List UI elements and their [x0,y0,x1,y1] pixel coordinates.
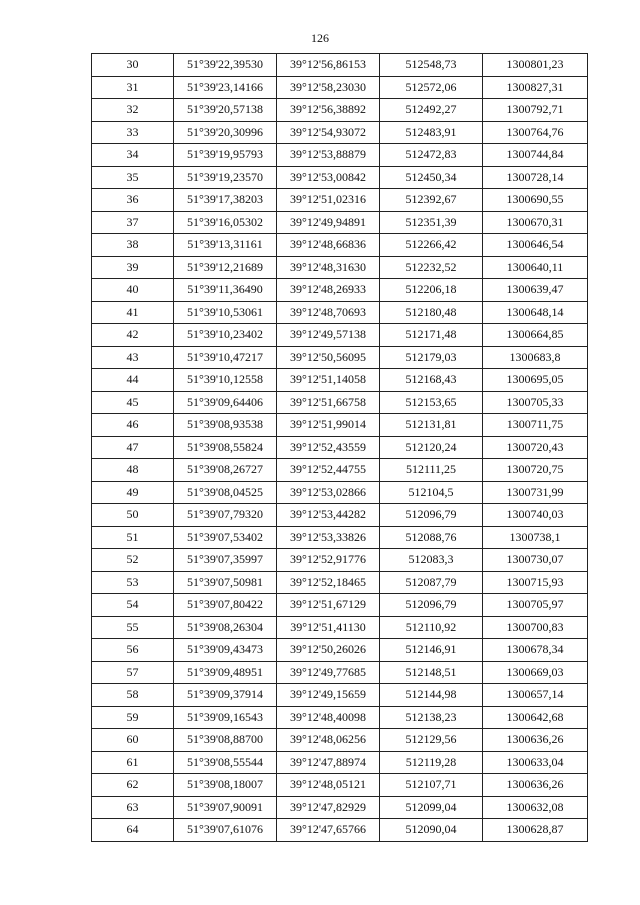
point-number-cell: 52 [92,549,174,572]
longitude-cell: 39°12'51,99014 [277,414,380,437]
latitude-cell: 51°39'07,53402 [174,526,277,549]
point-number-cell: 33 [92,121,174,144]
latitude-cell: 51°39'13,31161 [174,234,277,257]
longitude-cell: 39°12'49,94891 [277,211,380,234]
longitude-cell: 39°12'47,65766 [277,819,380,842]
page-number: 126 [311,31,329,45]
y-coordinate-cell: 1300720,75 [483,459,588,482]
point-number-cell: 34 [92,144,174,167]
table-row [92,121,588,144]
x-coordinate-cell: 512168,43 [380,369,483,392]
longitude-cell: 39°12'50,26026 [277,639,380,662]
table-row [92,751,588,774]
longitude-cell: 39°12'48,31630 [277,256,380,279]
table-row [92,346,588,369]
y-coordinate-cell: 1300740,03 [483,504,588,527]
table-row [92,549,588,572]
table-row [92,76,588,99]
latitude-cell: 51°39'09,16543 [174,706,277,729]
latitude-cell: 51°39'09,43473 [174,639,277,662]
point-number-cell: 35 [92,166,174,189]
point-number-cell: 41 [92,301,174,324]
x-coordinate-cell: 512351,39 [380,211,483,234]
y-coordinate-cell: 1300730,07 [483,549,588,572]
x-coordinate-cell: 512090,04 [380,819,483,842]
x-coordinate-cell: 512111,25 [380,459,483,482]
latitude-cell: 51°39'08,93538 [174,414,277,437]
point-number-cell: 46 [92,414,174,437]
latitude-cell: 51°39'07,35997 [174,549,277,572]
x-coordinate-cell: 512107,71 [380,774,483,797]
latitude-cell: 51°39'08,55544 [174,751,277,774]
y-coordinate-cell: 1300669,03 [483,661,588,684]
longitude-cell: 39°12'48,66836 [277,234,380,257]
y-coordinate-cell: 1300683,8 [483,346,588,369]
latitude-cell: 51°39'09,37914 [174,684,277,707]
longitude-cell: 39°12'47,82929 [277,796,380,819]
latitude-cell: 51°39'07,61076 [174,819,277,842]
point-number-cell: 51 [92,526,174,549]
x-coordinate-cell: 512087,79 [380,571,483,594]
latitude-cell: 51°39'10,53061 [174,301,277,324]
x-coordinate-cell: 512153,65 [380,391,483,414]
y-coordinate-cell: 1300695,05 [483,369,588,392]
latitude-cell: 51°39'19,95793 [174,144,277,167]
table-row [92,571,588,594]
x-coordinate-cell: 512096,79 [380,594,483,617]
longitude-cell: 39°12'52,18465 [277,571,380,594]
latitude-cell: 51°39'20,30996 [174,121,277,144]
y-coordinate-cell: 1300705,33 [483,391,588,414]
y-coordinate-cell: 1300642,68 [483,706,588,729]
x-coordinate-cell: 512088,76 [380,526,483,549]
point-number-cell: 59 [92,706,174,729]
table-row [92,436,588,459]
longitude-cell: 39°12'49,77685 [277,661,380,684]
y-coordinate-cell: 1300728,14 [483,166,588,189]
x-coordinate-cell: 512450,34 [380,166,483,189]
x-coordinate-cell: 512110,92 [380,616,483,639]
y-coordinate-cell: 1300715,93 [483,571,588,594]
latitude-cell: 51°39'10,47217 [174,346,277,369]
point-number-cell: 63 [92,796,174,819]
y-coordinate-cell: 1300801,23 [483,54,588,77]
y-coordinate-cell: 1300764,76 [483,121,588,144]
longitude-cell: 39°12'48,70693 [277,301,380,324]
table-row [92,459,588,482]
x-coordinate-cell: 512180,48 [380,301,483,324]
x-coordinate-cell: 512148,51 [380,661,483,684]
longitude-cell: 39°12'53,02866 [277,481,380,504]
latitude-cell: 51°39'07,80422 [174,594,277,617]
point-number-cell: 55 [92,616,174,639]
point-number-cell: 64 [92,819,174,842]
y-coordinate-cell: 1300657,14 [483,684,588,707]
table-row [92,99,588,122]
table-row [92,189,588,212]
latitude-cell: 51°39'07,79320 [174,504,277,527]
table-row [92,144,588,167]
x-coordinate-cell: 512232,52 [380,256,483,279]
x-coordinate-cell: 512099,04 [380,796,483,819]
longitude-cell: 39°12'48,05121 [277,774,380,797]
latitude-cell: 51°39'08,55824 [174,436,277,459]
table-row [92,639,588,662]
latitude-cell: 51°39'07,90091 [174,796,277,819]
latitude-cell: 51°39'08,18007 [174,774,277,797]
y-coordinate-cell: 1300640,11 [483,256,588,279]
point-number-cell: 37 [92,211,174,234]
longitude-cell: 39°12'49,57138 [277,324,380,347]
x-coordinate-cell: 512483,91 [380,121,483,144]
table-row [92,211,588,234]
table-row [92,279,588,302]
point-number-cell: 44 [92,369,174,392]
longitude-cell: 39°12'49,15659 [277,684,380,707]
coordinates-table-body [92,54,588,842]
latitude-cell: 51°39'17,38203 [174,189,277,212]
point-number-cell: 36 [92,189,174,212]
latitude-cell: 51°39'10,12558 [174,369,277,392]
longitude-cell: 39°12'51,02316 [277,189,380,212]
table-row [92,301,588,324]
latitude-cell: 51°39'08,26727 [174,459,277,482]
point-number-cell: 62 [92,774,174,797]
table-row [92,661,588,684]
x-coordinate-cell: 512179,03 [380,346,483,369]
table-row [92,54,588,77]
x-coordinate-cell: 512138,23 [380,706,483,729]
table-row [92,796,588,819]
y-coordinate-cell: 1300827,31 [483,76,588,99]
x-coordinate-cell: 512119,28 [380,751,483,774]
point-number-cell: 31 [92,76,174,99]
longitude-cell: 39°12'50,56095 [277,346,380,369]
latitude-cell: 51°39'08,04525 [174,481,277,504]
point-number-cell: 56 [92,639,174,662]
table-row [92,706,588,729]
point-number-cell: 60 [92,729,174,752]
table-row [92,616,588,639]
y-coordinate-cell: 1300678,34 [483,639,588,662]
y-coordinate-cell: 1300744,84 [483,144,588,167]
y-coordinate-cell: 1300633,04 [483,751,588,774]
latitude-cell: 51°39'19,23570 [174,166,277,189]
table-row [92,684,588,707]
longitude-cell: 39°12'53,88879 [277,144,380,167]
x-coordinate-cell: 512492,27 [380,99,483,122]
x-coordinate-cell: 512104,5 [380,481,483,504]
x-coordinate-cell: 512206,18 [380,279,483,302]
longitude-cell: 39°12'51,14058 [277,369,380,392]
longitude-cell: 39°12'53,33826 [277,526,380,549]
table-row [92,774,588,797]
point-number-cell: 39 [92,256,174,279]
point-number-cell: 58 [92,684,174,707]
table-row [92,234,588,257]
y-coordinate-cell: 1300639,47 [483,279,588,302]
point-number-cell: 40 [92,279,174,302]
point-number-cell: 57 [92,661,174,684]
x-coordinate-cell: 512129,56 [380,729,483,752]
point-number-cell: 43 [92,346,174,369]
y-coordinate-cell: 1300646,54 [483,234,588,257]
x-coordinate-cell: 512392,67 [380,189,483,212]
point-number-cell: 50 [92,504,174,527]
y-coordinate-cell: 1300632,08 [483,796,588,819]
y-coordinate-cell: 1300648,14 [483,301,588,324]
table-row [92,594,588,617]
latitude-cell: 51°39'08,26304 [174,616,277,639]
longitude-cell: 39°12'52,44755 [277,459,380,482]
latitude-cell: 51°39'20,57138 [174,99,277,122]
longitude-cell: 39°12'48,26933 [277,279,380,302]
point-number-cell: 42 [92,324,174,347]
latitude-cell: 51°39'12,21689 [174,256,277,279]
point-number-cell: 47 [92,436,174,459]
point-number-cell: 48 [92,459,174,482]
longitude-cell: 39°12'48,06256 [277,729,380,752]
table-row [92,324,588,347]
latitude-cell: 51°39'11,36490 [174,279,277,302]
x-coordinate-cell: 512548,73 [380,54,483,77]
longitude-cell: 39°12'53,00842 [277,166,380,189]
latitude-cell: 51°39'07,50981 [174,571,277,594]
point-number-cell: 61 [92,751,174,774]
x-coordinate-cell: 512266,42 [380,234,483,257]
x-coordinate-cell: 512120,24 [380,436,483,459]
latitude-cell: 51°39'09,64406 [174,391,277,414]
x-coordinate-cell: 512131,81 [380,414,483,437]
point-number-cell: 54 [92,594,174,617]
y-coordinate-cell: 1300731,99 [483,481,588,504]
point-number-cell: 30 [92,54,174,77]
latitude-cell: 51°39'22,39530 [174,54,277,77]
point-number-cell: 32 [92,99,174,122]
y-coordinate-cell: 1300711,75 [483,414,588,437]
x-coordinate-cell: 512572,06 [380,76,483,99]
x-coordinate-cell: 512171,48 [380,324,483,347]
x-coordinate-cell: 512096,79 [380,504,483,527]
x-coordinate-cell: 512083,3 [380,549,483,572]
table-row [92,166,588,189]
x-coordinate-cell: 512146,91 [380,639,483,662]
longitude-cell: 39°12'56,86153 [277,54,380,77]
longitude-cell: 39°12'54,93072 [277,121,380,144]
y-coordinate-cell: 1300636,26 [483,729,588,752]
y-coordinate-cell: 1300664,85 [483,324,588,347]
y-coordinate-cell: 1300670,31 [483,211,588,234]
latitude-cell: 51°39'09,48951 [174,661,277,684]
longitude-cell: 39°12'51,67129 [277,594,380,617]
coordinates-table [91,53,588,842]
table-row [92,819,588,842]
x-coordinate-cell: 512144,98 [380,684,483,707]
y-coordinate-cell: 1300705,97 [483,594,588,617]
y-coordinate-cell: 1300700,83 [483,616,588,639]
y-coordinate-cell: 1300628,87 [483,819,588,842]
table-row [92,504,588,527]
point-number-cell: 49 [92,481,174,504]
latitude-cell: 51°39'23,14166 [174,76,277,99]
table-row [92,369,588,392]
y-coordinate-cell: 1300792,71 [483,99,588,122]
point-number-cell: 38 [92,234,174,257]
y-coordinate-cell: 1300720,43 [483,436,588,459]
table-row [92,391,588,414]
longitude-cell: 39°12'47,88974 [277,751,380,774]
longitude-cell: 39°12'48,40098 [277,706,380,729]
latitude-cell: 51°39'16,05302 [174,211,277,234]
longitude-cell: 39°12'56,38892 [277,99,380,122]
latitude-cell: 51°39'10,23402 [174,324,277,347]
table-row [92,729,588,752]
table-row [92,256,588,279]
latitude-cell: 51°39'08,88700 [174,729,277,752]
x-coordinate-cell: 512472,83 [380,144,483,167]
longitude-cell: 39°12'53,44282 [277,504,380,527]
table-row [92,481,588,504]
point-number-cell: 45 [92,391,174,414]
longitude-cell: 39°12'51,66758 [277,391,380,414]
table-row [92,526,588,549]
y-coordinate-cell: 1300690,55 [483,189,588,212]
point-number-cell: 53 [92,571,174,594]
y-coordinate-cell: 1300636,26 [483,774,588,797]
longitude-cell: 39°12'52,91776 [277,549,380,572]
longitude-cell: 39°12'58,23030 [277,76,380,99]
table-row [92,414,588,437]
y-coordinate-cell: 1300738,1 [483,526,588,549]
longitude-cell: 39°12'52,43559 [277,436,380,459]
longitude-cell: 39°12'51,41130 [277,616,380,639]
